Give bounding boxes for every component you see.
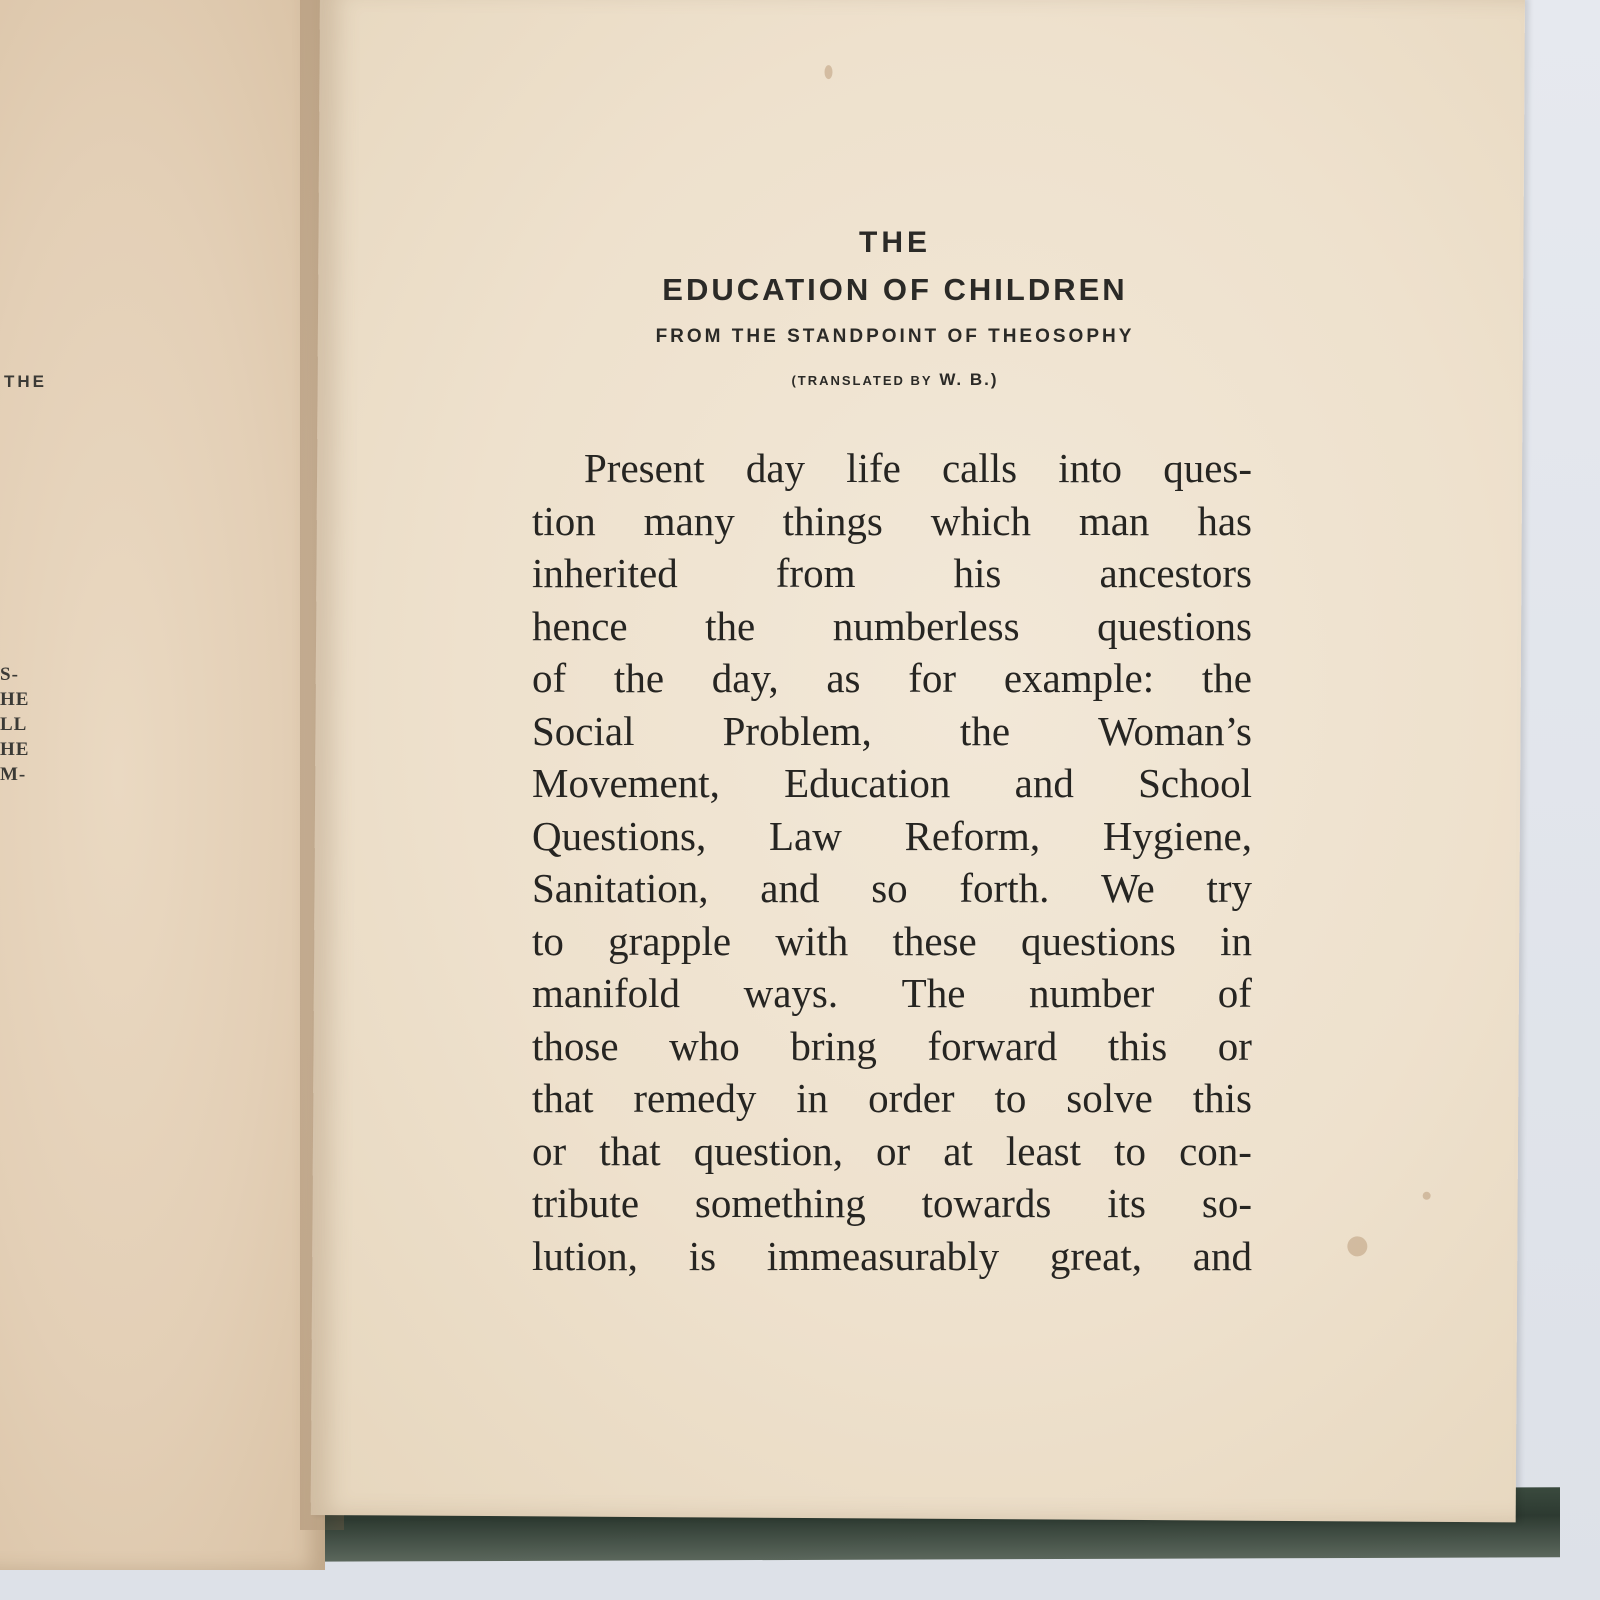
word: least (1005, 1127, 1082, 1174)
text-line (532, 967, 1252, 1020)
word: for (908, 655, 957, 701)
chapter-heading (600, 225, 1190, 392)
word: day (745, 445, 806, 491)
word: to (532, 917, 564, 964)
word: forth. (959, 865, 1050, 911)
text-line (532, 1125, 1252, 1178)
word: questions (1097, 602, 1252, 649)
word: example: (1003, 655, 1155, 701)
word: Problem, (722, 707, 872, 754)
word: those (532, 1022, 619, 1069)
word: order (868, 1075, 955, 1121)
word: great, (1049, 1232, 1143, 1279)
translator-prefix: (TRANSLATED BY (791, 373, 933, 388)
word: to (994, 1075, 1027, 1121)
heading-translator (600, 369, 1190, 392)
word: that (532, 1075, 594, 1121)
word: into (1058, 445, 1123, 491)
word: number (1028, 970, 1155, 1016)
word: inherited (532, 550, 678, 596)
word: is (688, 1232, 717, 1279)
word: these (892, 917, 977, 964)
word: Sanitation, (532, 865, 709, 911)
text-line (532, 1177, 1252, 1230)
paper-stain (1423, 1192, 1431, 1200)
left-fragment-line: M- (0, 764, 27, 785)
heading-the: THE (859, 226, 931, 259)
text-line (532, 442, 1252, 495)
word: Woman’s (1098, 707, 1252, 754)
text-line (532, 705, 1252, 758)
text-line (532, 1072, 1252, 1125)
word: con- (1179, 1127, 1252, 1174)
word: remedy (633, 1075, 757, 1121)
word: Hygiene, (1102, 812, 1252, 859)
word: many (643, 497, 735, 544)
word: Present (584, 445, 705, 491)
text-line (532, 1020, 1252, 1073)
left-page-fragment-the: THE (4, 372, 47, 391)
word: and (760, 865, 820, 911)
word: man (1078, 497, 1150, 544)
word: which (930, 497, 1031, 544)
word: to (1114, 1127, 1146, 1174)
word: the (959, 707, 1011, 754)
word: ques- (1163, 445, 1252, 491)
word: Law (768, 812, 842, 859)
word: and (1014, 760, 1074, 806)
word: and (1192, 1232, 1252, 1279)
word: try (1206, 865, 1252, 911)
word: this (1192, 1075, 1252, 1121)
word: or (1217, 1022, 1252, 1069)
word: so- (1201, 1180, 1252, 1226)
left-fragment-line: HE (0, 689, 30, 710)
text-line (532, 600, 1252, 653)
word: ways. (743, 970, 839, 1016)
left-fragment-line: LL (0, 714, 28, 735)
word: or (532, 1127, 567, 1174)
word: ancestors (1099, 550, 1252, 596)
text-line (532, 862, 1252, 915)
word: forward (927, 1022, 1058, 1069)
word: manifold (532, 970, 681, 1016)
word: the (613, 655, 665, 701)
word: in (1220, 917, 1252, 964)
text-line (532, 915, 1252, 968)
word: that (599, 1127, 661, 1174)
word: Social (532, 707, 635, 754)
text-line (532, 652, 1252, 705)
word: lution, (532, 1232, 638, 1279)
word: this (1107, 1022, 1168, 1069)
word: in (796, 1075, 829, 1121)
word: who (669, 1022, 740, 1069)
word: School (1138, 760, 1252, 806)
word: numberless (832, 602, 1020, 649)
word: or (876, 1127, 911, 1174)
left-fragment-line: HE (0, 739, 30, 760)
word: life (846, 445, 901, 491)
word: grapple (608, 917, 732, 964)
word: from (775, 550, 856, 596)
word: the (705, 602, 756, 649)
word: questions (1020, 917, 1176, 964)
word: something (694, 1180, 866, 1226)
left-page (0, 0, 325, 1570)
translator-name: W. B.) (939, 370, 999, 389)
left-fragment-line: S- (0, 664, 19, 685)
word: as (826, 655, 861, 701)
heading-title: EDUCATION OF CHILDREN (662, 272, 1128, 307)
paper-stain (824, 65, 832, 79)
word: Movement, (532, 760, 720, 806)
word: the (1201, 655, 1252, 701)
heading-subtitle: FROM THE STANDPOINT OF THEOSOPHY (655, 326, 1135, 347)
word: things (782, 497, 883, 544)
word: his (953, 550, 1002, 596)
word: day, (711, 655, 779, 701)
word: with (775, 917, 849, 964)
text-line (532, 495, 1252, 548)
word: of (532, 655, 567, 701)
word: its (1107, 1180, 1146, 1226)
word: towards (921, 1180, 1052, 1226)
word: Education (784, 760, 951, 806)
word: has (1197, 497, 1252, 544)
word: We (1101, 865, 1155, 911)
word: of (1217, 970, 1252, 1016)
word: Questions, (532, 812, 707, 859)
text-line (532, 810, 1252, 863)
word: The (901, 970, 966, 1016)
text-line (532, 1230, 1252, 1283)
left-page-fragment-lines (0, 662, 29, 787)
word: hence (532, 602, 628, 649)
word: calls (941, 445, 1018, 491)
word: immeasurably (766, 1232, 1000, 1279)
text-line (532, 757, 1252, 810)
word: question, (693, 1127, 843, 1174)
word: tribute (532, 1180, 640, 1226)
word: Reform, (904, 812, 1041, 859)
word: tion (532, 497, 596, 544)
text-line (532, 547, 1252, 600)
word: solve (1066, 1075, 1153, 1121)
body-paragraph (532, 442, 1252, 1282)
word: at (943, 1127, 973, 1174)
word: so (871, 865, 908, 911)
paper-stain (1347, 1236, 1367, 1256)
word: bring (790, 1022, 877, 1069)
